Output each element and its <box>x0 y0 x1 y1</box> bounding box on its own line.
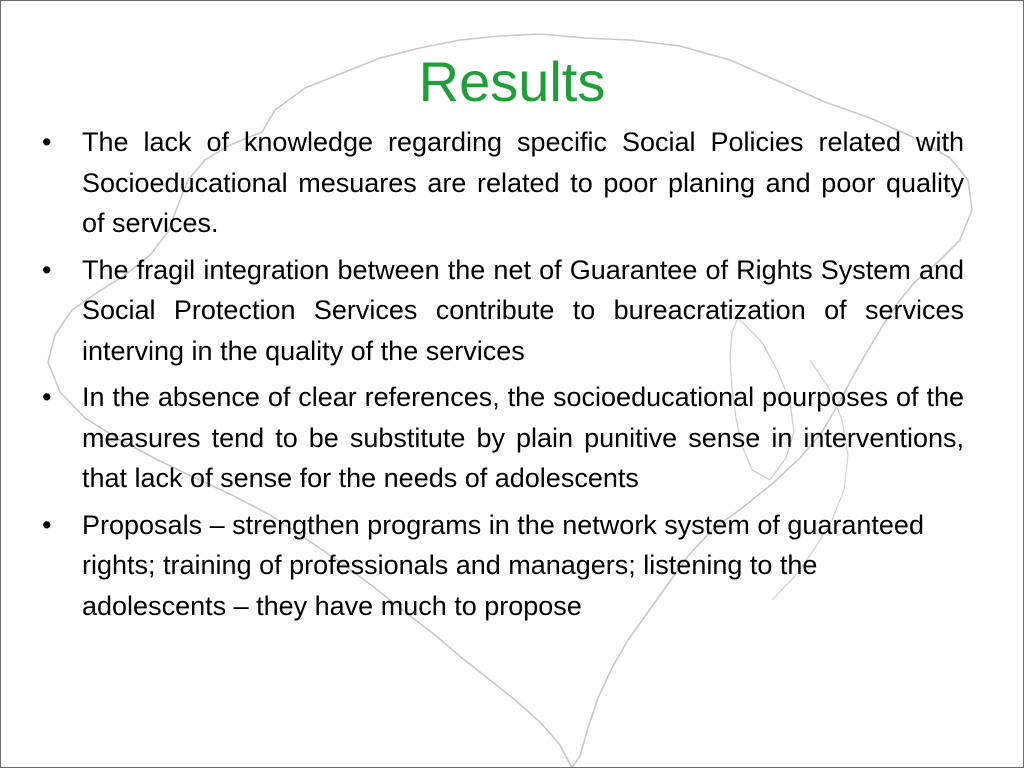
bullet-list <box>40 122 964 632</box>
slide-title: Results <box>418 50 606 113</box>
bullet-icon: • <box>42 509 52 540</box>
bullet-text: The fragil integration between the net of Guarantee of Rights System and Social Protection Services contribute to bureacratization of services interving in the quality of the services <box>82 254 964 366</box>
bullet-text: Proposals – strengthen programs in the network system of guaranteed rights; training of professionals and managers; listening to the adolescents – they have much to propose <box>82 509 924 621</box>
bullet-item <box>40 122 964 244</box>
bullet-icon: • <box>42 127 52 157</box>
bullet-text: The lack of knowledge regarding specific Social Policies related with Socioeducational mesuares are related to poor planing and poor quality of services. <box>82 127 964 238</box>
bullet-text: In the absence of clear references, the socioeducational pourposes of the measures tend to be substitute by plain punitive sense in interventions, that lack of sense for the needs of adolescents <box>82 382 964 493</box>
bullet-item <box>40 377 964 499</box>
bullet-item <box>40 505 964 627</box>
bullet-item <box>40 250 964 372</box>
bullet-icon: • <box>42 254 52 285</box>
bullet-icon: • <box>42 382 52 412</box>
